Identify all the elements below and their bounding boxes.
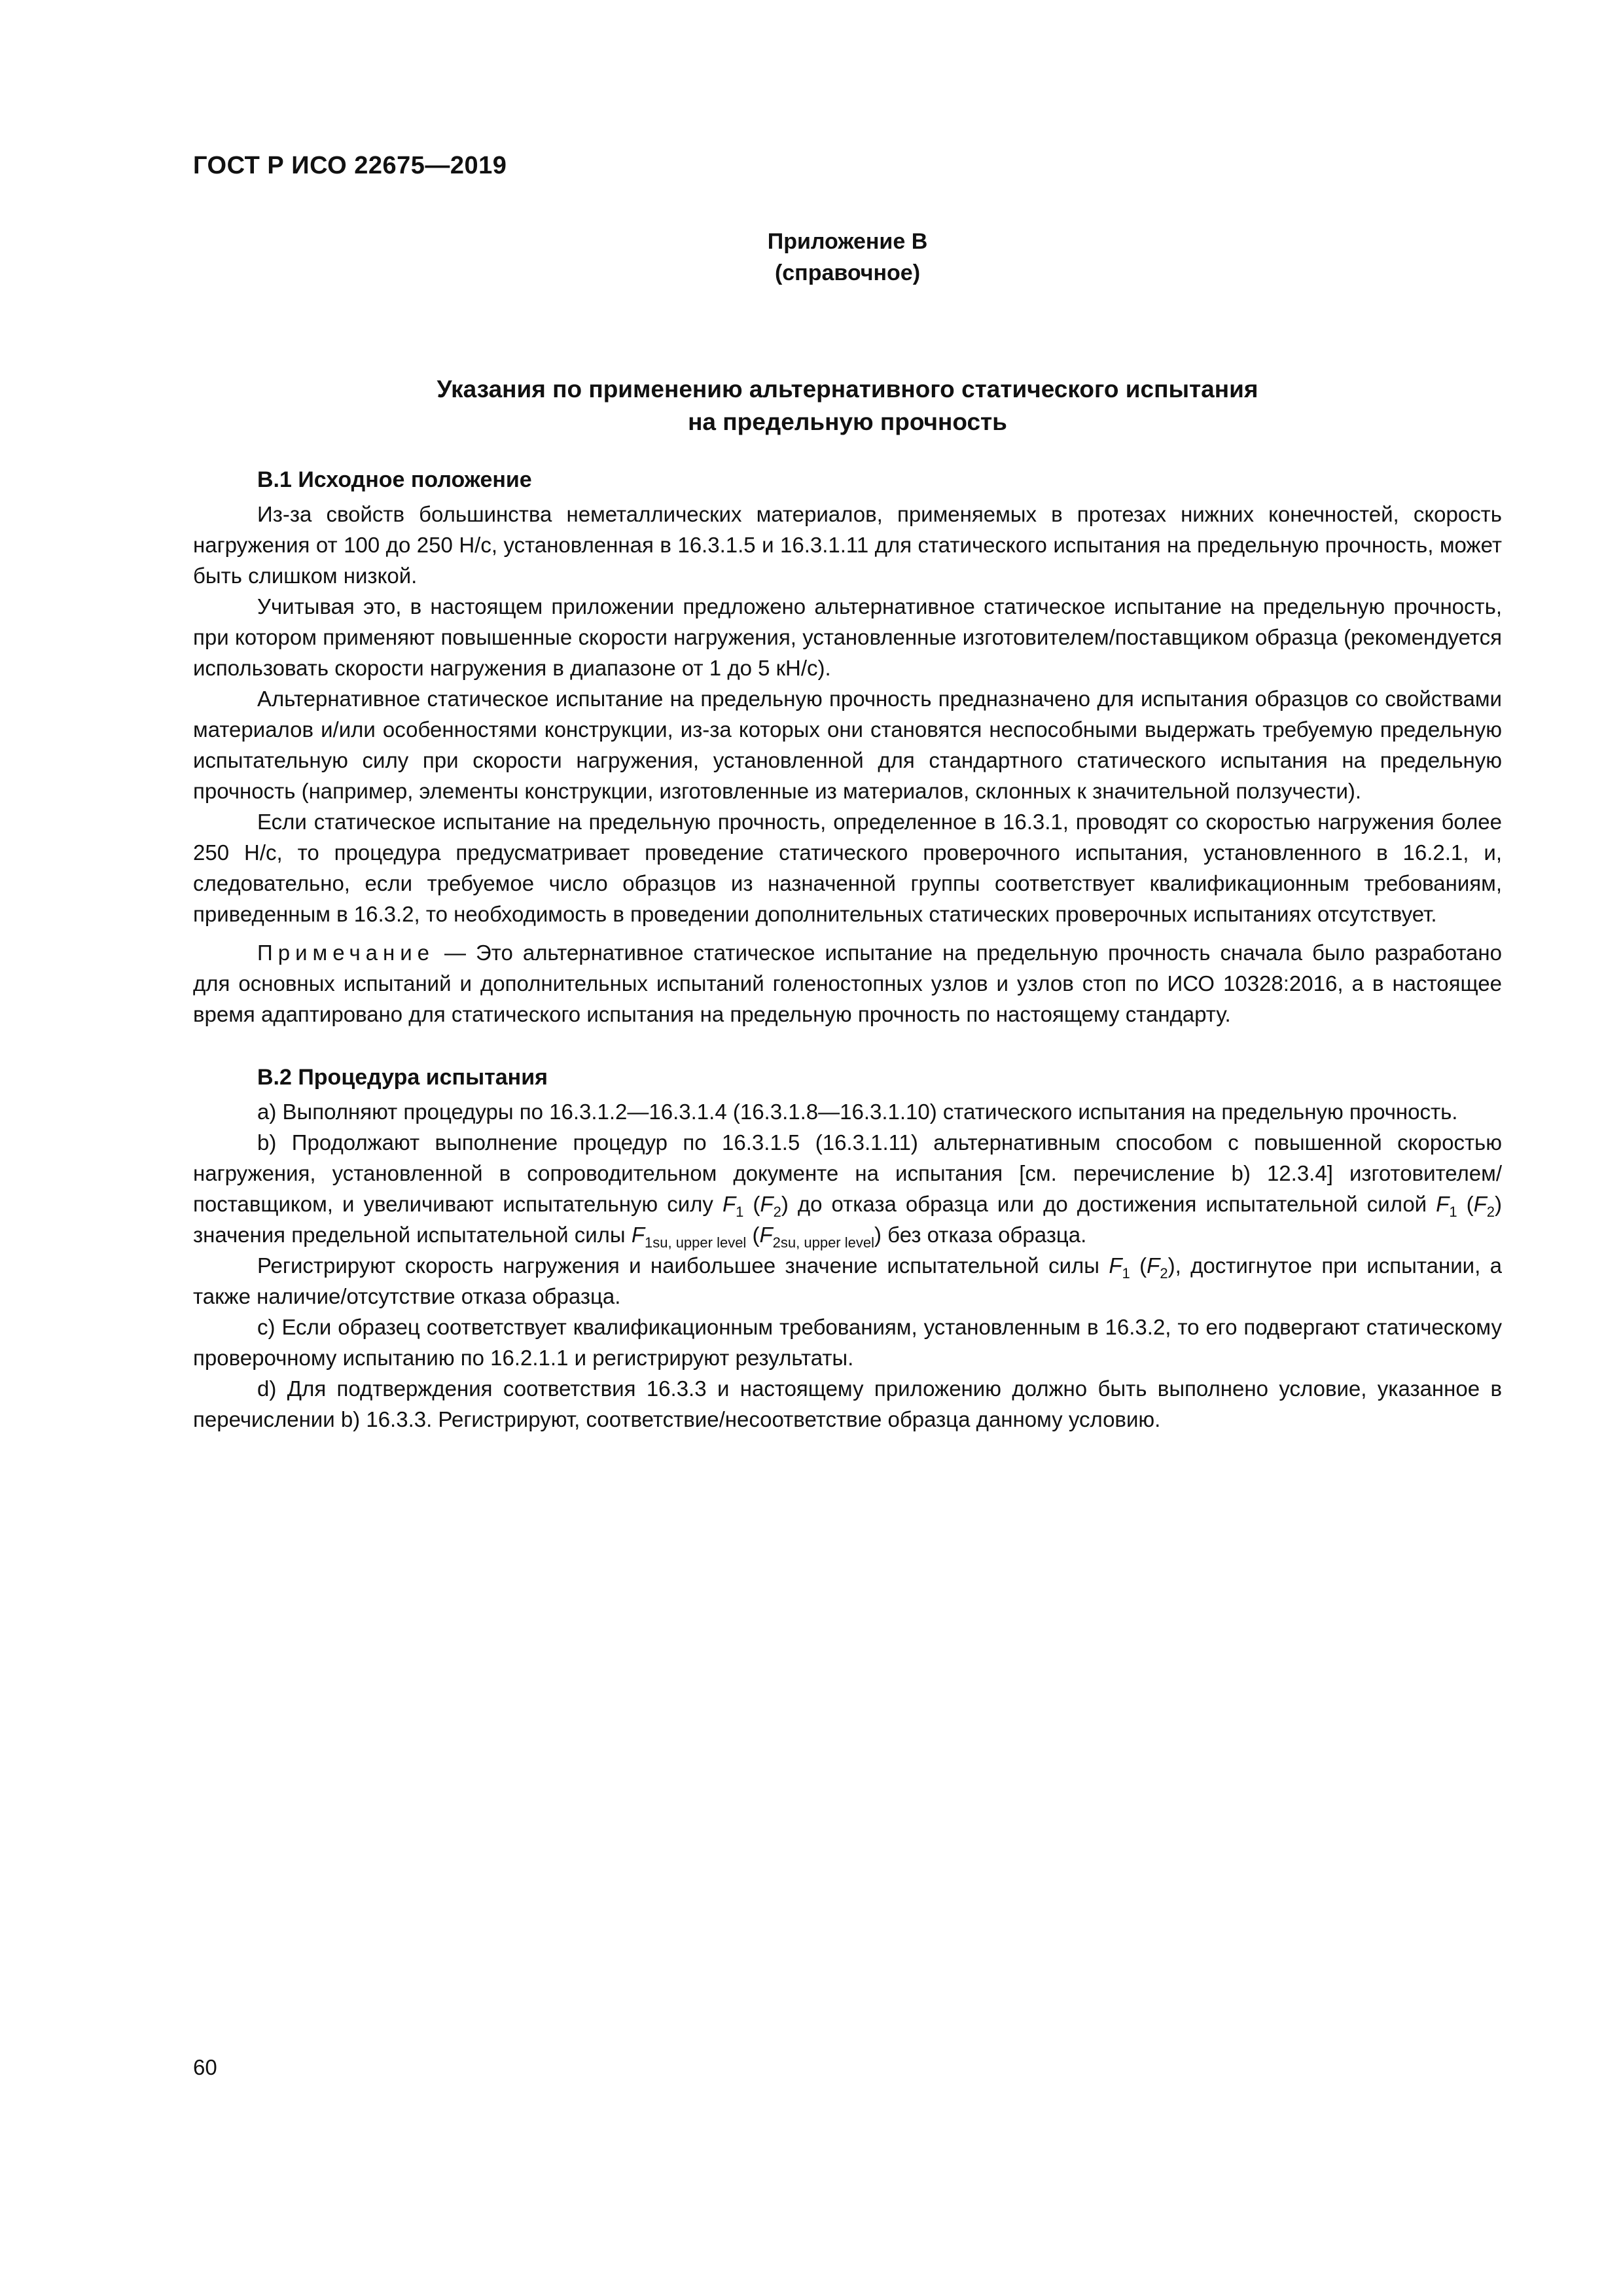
page-number: 60 — [193, 2055, 217, 2079]
list-item-a: a) Выполняют процедуры по 16.3.1.2—16.3.1.4 (16.3.1.8—16.3.1.10) статического испытания на предельную прочность. — [257, 1100, 1458, 1124]
section-heading-b2: В.2 Процедура испытания — [257, 1065, 548, 1090]
appendix-heading — [193, 226, 1502, 289]
document-body — [193, 463, 1502, 1435]
list-item-c: c) Если образец соответствует квалификационным требованиям, установленным в 16.3.2, то его подвергают статическому проверочному испытанию по 16.2.1.1 и регистрируют результаты. — [193, 1315, 1502, 1370]
note-label: Примечание — [257, 941, 435, 965]
appendix-title — [193, 373, 1502, 439]
document-code-header: ГОСТ Р ИСО 22675—2019 — [193, 152, 507, 179]
paragraph: Из-за свойств большинства неметаллических материалов, применяемых в протезах нижних конечностей, скорость нагружения от 100 до 250 Н/с, установленная в 16.3.1.5 и 16.3.1.11 для статического испытания на предельную прочность, может быть слишком низкой. — [193, 502, 1502, 588]
paragraph: Учитывая это, в настоящем приложении предложено альтернативное статическое испытание на предельную прочность, при котором применяют повышенные скорости нагружения, установленные изготовителем/поставщиком образца (рекомендуется использовать скорости нагружения в диапазоне от 1 до 5 кН/с). — [193, 594, 1502, 680]
note-text: — Это альтернативное статическое испытание на предельную прочность сначала было разработано для основных испытаний и дополнительных испытаний голеностопных узлов и узлов стоп по ИСО 10328:2016, а в настоящее время адаптировано для статического испытания на предельную прочность по настоящему стандарту. — [193, 941, 1502, 1026]
list-item-d: d) Для подтверждения соответствия 16.3.3 и настоящему приложению должно быть выполнено условие, указанное в перечислении b) 16.3.3. Регистрируют, соответствие/несоответствие образца данному условию. — [193, 1376, 1502, 1431]
appendix-title-line-1: Указания по применению альтернативного статического испытания — [437, 376, 1258, 403]
list-item-b: b) Продолжают выполнение процедур по 16.3.1.5 (16.3.1.11) альтернативным способом с повышенной скоростью нагружения, установленной в сопроводительном документе на испытания [см. перечисление b) 12.3.4] изготовителем/поставщиком, и увеличивают испытательную силу $F_1$ $(F_2)$ до отказа образца или до достижения испытательной силой $F_1$ $(F_2)$ значения предельной испытательной силы $F_{1su, upper level}$ $(F_{2su, upper level})$ без отказа образца. — [193, 1130, 1503, 1251]
paragraph: Если статическое испытание на предельную прочность, определенное в 16.3.1, проводят со скоростью нагружения более 250 Н/с, то процедура предусматривает проведение статического проверочного испытания, установленного в 16.2.1, и, следовательно, если требуемое число образцов из назначенной группы соответствует квалификационным требованиям, приведенным в 16.3.2, то необходимость в проведении дополнительных статических проверочных испытаниях отсутствует. — [193, 810, 1502, 926]
appendix-title-line-2: на предельную прочность — [688, 408, 1007, 435]
note-paragraph — [193, 937, 1502, 1030]
register-paragraph: Регистрируют скорость нагружения и наибольшее значение испытательной силы $F_1$ $(F_2)$, достигнутое при испытании, а также наличие/отсутствие отказа образца. — [193, 1253, 1502, 1308]
paragraph: Альтернативное статическое испытание на предельную прочность предназначено для испытания образцов со свойствами материалов и/или особенностями конструкции, из-за которых они становятся неспособными выдержать требуемую предельную испытательную силу при скорости нагружения, установленной для стандартного статического испытания на предельную прочность (например, элементы конструкции, изготовленные из материалов, склонных к значительной ползучести). — [193, 687, 1502, 803]
appendix-status: (справочное) — [774, 260, 921, 285]
appendix-label: Приложение В — [767, 229, 928, 254]
section-heading-b1: В.1 Исходное положение — [257, 467, 532, 492]
